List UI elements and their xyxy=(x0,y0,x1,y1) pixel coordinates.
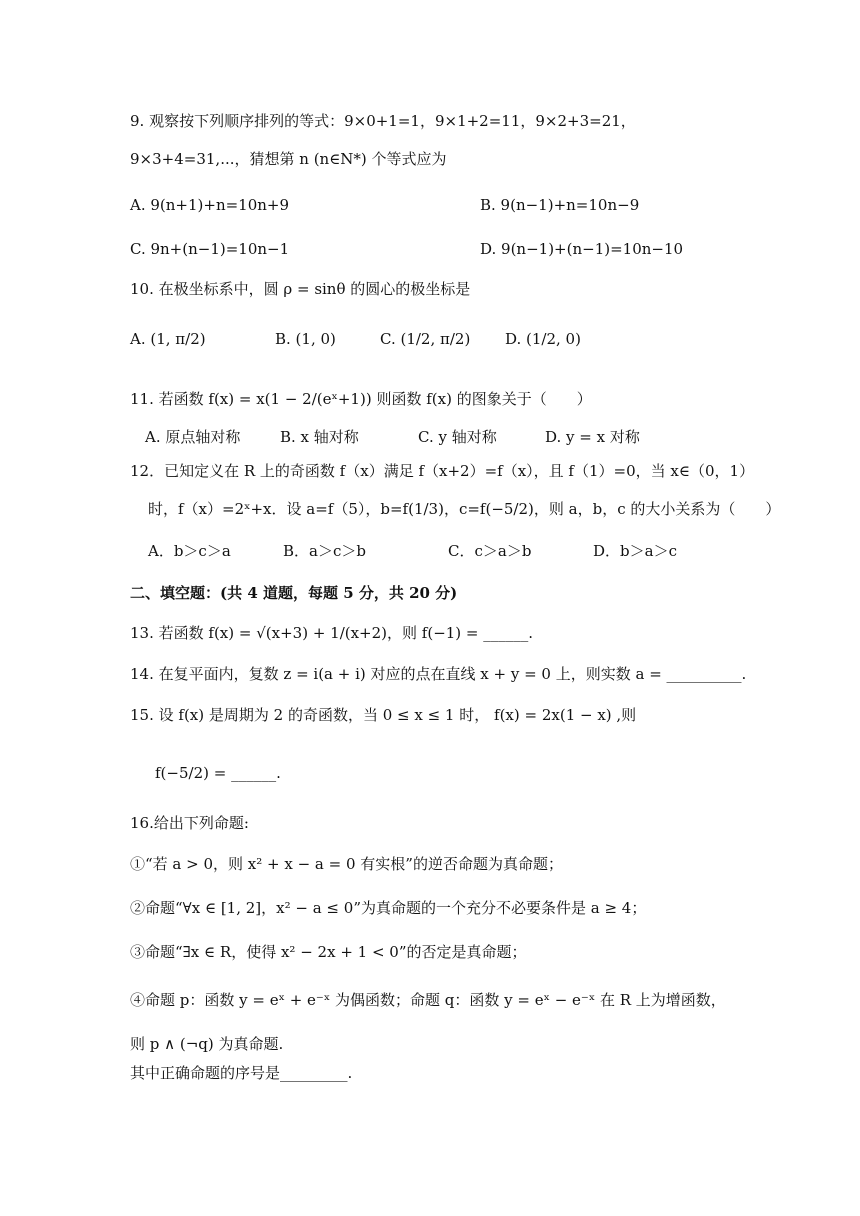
q12-option-d: D．b＞a＞c xyxy=(593,542,677,560)
section-fill-in-heading: 二、填空题：(共 4 道题，每题 5 分，共 20 分) xyxy=(130,584,458,602)
q12-line2: 时，f（x）=2ˣ+x．设 a=f（5），b=f(1/3)，c=f(−5/2)，则 a，b，c 的大小关系为（ ） xyxy=(148,500,781,518)
q9-option-d: D. 9(n−1)+(n−1)=10n−10 xyxy=(480,240,684,258)
q12-option-b: B．a＞c＞b xyxy=(283,542,366,560)
q11-option-a: A. 原点轴对称 xyxy=(145,428,241,446)
q15-line1: 15. 设 f(x) 是周期为 2 的奇函数，当 0 ≤ x ≤ 1 时， f(x) = 2x(1 − x) ,则 xyxy=(130,706,637,724)
q16-item-3: ③命题“∃x ∈ R，使得 x² − 2x + 1 < 0”的否定是真命题； xyxy=(130,943,527,961)
q16-item-4: ④命题 p：函数 y = eˣ + e⁻ˣ 为偶函数；命题 q：函数 y = eˣ − e⁻ˣ 在 R 上为增函数， xyxy=(130,991,726,1009)
q11-stem: 11. 若函数 f(x) = x(1 − 2/(eˣ+1)) 则函数 f(x) 的图象关于（ ） xyxy=(130,390,592,408)
q12-line1: 12．已知定义在 R 上的奇函数 f（x）满足 f（x+2）=f（x），且 f（1）=0，当 x∈（0，1） xyxy=(130,462,755,480)
q9-option-a: A. 9(n+1)+n=10n+9 xyxy=(130,196,290,214)
q11-option-b: B. x 轴对称 xyxy=(280,428,359,446)
q15-line2: f(−5/2) = ______. xyxy=(155,764,281,782)
q10-stem: 10. 在极坐标系中，圆 ρ = sinθ 的圆心的极坐标是 xyxy=(130,280,471,298)
q12-option-c: C．c＞a＞b xyxy=(448,542,532,560)
q16-answer-prompt: 其中正确命题的序号是_________. xyxy=(130,1064,353,1082)
q10-option-b: B. (1, 0) xyxy=(275,330,336,348)
q10-option-a: A. (1, π/2) xyxy=(130,330,206,348)
q9-line1: 9. 观察按下列顺序排列的等式：9×0+1=1，9×1+2=11，9×2+3=21， xyxy=(130,112,636,130)
q10-option-d: D. (1/2, 0) xyxy=(505,330,581,348)
q16-item-4-continued: 则 p ∧ (¬q) 为真命题. xyxy=(130,1035,284,1053)
q16-stem: 16.给出下列命题: xyxy=(130,814,249,832)
q10-option-c: C. (1/2, π/2) xyxy=(380,330,471,348)
q9-option-c: C. 9n+(n−1)=10n−1 xyxy=(130,240,290,258)
q16-item-2: ②命题“∀x ∈ [1, 2]，x² − a ≤ 0”为真命题的一个充分不必要条件是 a ≥ 4； xyxy=(130,899,647,917)
q12-option-a: A．b＞c＞a xyxy=(148,542,231,560)
q14-text: 14. 在复平面内，复数 z = i(a + i) 对应的点在直线 x + y = 0 上，则实数 a = __________. xyxy=(130,665,747,683)
q11-option-d: D. y = x 对称 xyxy=(545,428,640,446)
q16-item-1: ①“若 a > 0，则 x² + x − a = 0 有实根”的逆否命题为真命题； xyxy=(130,855,563,873)
q11-option-c: C. y 轴对称 xyxy=(418,428,497,446)
q9-line2: 9×3+4=31,...，猜想第 n (n∈N*) 个等式应为 xyxy=(130,150,447,168)
q9-option-b: B. 9(n−1)+n=10n−9 xyxy=(480,196,640,214)
q13-text: 13. 若函数 f(x) = √(x+3) + 1/(x+2)，则 f(−1) = ______. xyxy=(130,624,534,642)
